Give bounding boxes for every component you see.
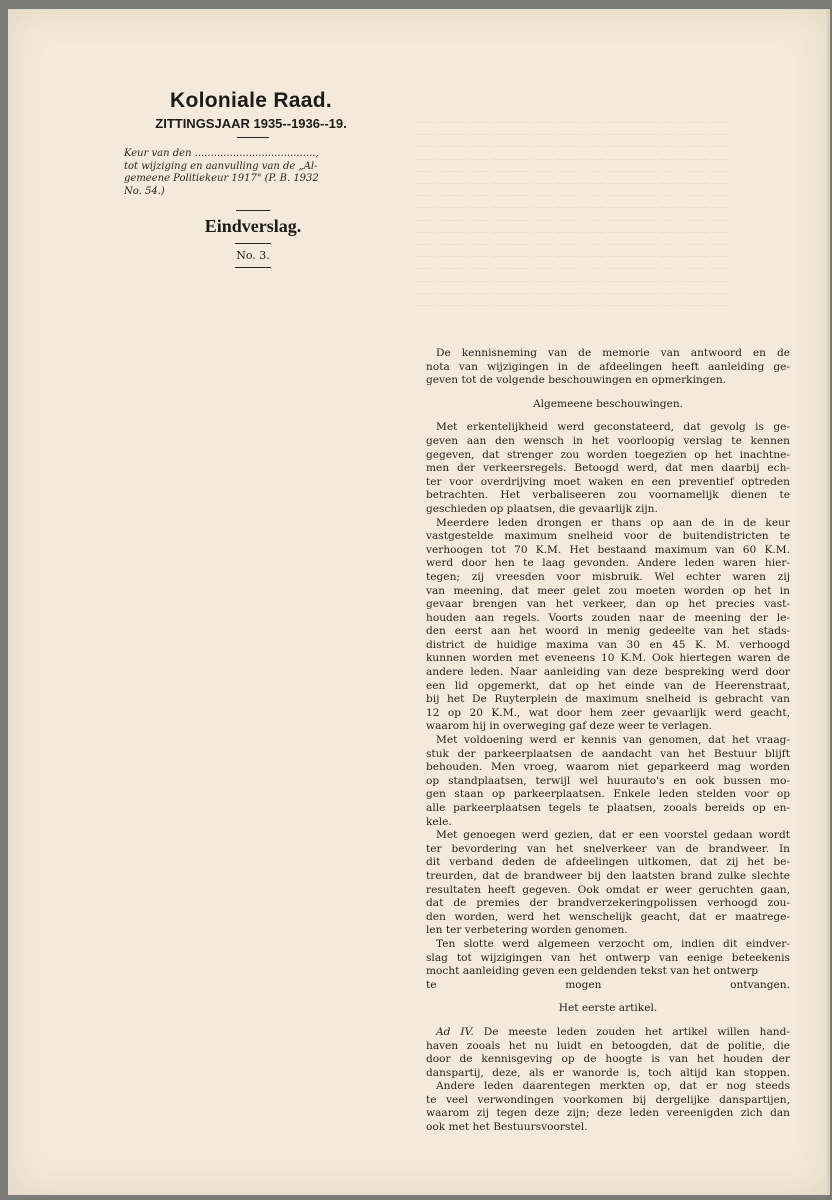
page-edge xyxy=(827,9,830,1195)
text-line: den worden, werd het wenschelijk geacht, dat er maatrege- xyxy=(426,910,790,923)
council-title: Koloniale Raad. xyxy=(169,89,333,112)
bleed-through-line: —— ——— —— ———— —— ——— —— ————— —— ——— —— xyxy=(416,202,732,214)
bleed-through-line: —— ——— —— ———— —— ——— —— ————— —— ——— —— xyxy=(416,263,732,275)
description-line: No. 54.) xyxy=(124,185,165,197)
description-line: Keur van den ......................................, xyxy=(124,148,319,159)
text-line: ook met het Bestuursvoorstel. xyxy=(426,1121,588,1134)
bleed-through-line: —— ——— —— ———— —— ——— —— ————— —— ——— —— xyxy=(416,129,732,141)
text-line: geschieden op plaatsen, die gevaarlijk zijn. xyxy=(426,502,658,515)
text-line: waarom hij in overweging gaf deze weer te verlagen. xyxy=(426,720,713,733)
text-line: Met voldoening werd er kennis van genomen, dat het vraag- xyxy=(436,734,790,747)
report-body xyxy=(426,347,790,1135)
text-line: Meerdere leden drongen er thans op aan de in de keur xyxy=(436,516,790,529)
text-line: resultaten heeft gegeven. Ook omdat er weer geruchten gaan, xyxy=(426,883,790,896)
text-line: slag tot wijzigingen van het ontwerp van eenige beteekenis xyxy=(426,951,790,964)
text-line: dit verband deden de afdeelingen uitkomen, dat zij het be- xyxy=(426,856,790,869)
bleed-through-line: —— ——— —— ———— —— ——— —— ————— —— ——— —— xyxy=(416,117,732,128)
document-header xyxy=(118,89,388,268)
text-line: district de huidige maxima van 30 en 45 K. M. verhoogd xyxy=(426,638,790,651)
text-line: ter bevordering van het snelverkeer van de brandweer. In xyxy=(426,842,790,855)
text-line: nota van wijzigingen in de afdeelingen heeft aanleiding ge- xyxy=(426,360,790,373)
section-heading-general: Algemeene beschouwingen. xyxy=(532,397,684,410)
text-line: stuk der parkeerplaatsen de aandacht van het Bestuur blijft xyxy=(426,747,790,760)
section-heading-first-article: Het eerste artikel. xyxy=(558,1002,658,1015)
text-line: gen staan op parkeerplaatsen. Enkele leden stelden voor op xyxy=(426,788,790,801)
text-line: te mogen ontvangen. xyxy=(426,978,790,991)
description-line: gemeene Politiekeur 1917" (P. B. 1932 xyxy=(124,173,319,184)
bleed-through-line: —— ——— —— ———— —— ——— —— ————— —— ——— —— xyxy=(416,239,732,251)
ordinance-description xyxy=(118,148,388,198)
text-line: van meening, dat meer gelet zou moeten worden op het in xyxy=(426,584,790,597)
text-line: men der verkeersregels. Betoogd werd, dat men daarbij ech- xyxy=(426,462,790,475)
divider xyxy=(237,137,269,138)
bleed-through-line: —— ——— —— ———— —— ——— —— ————— —— ——— —— xyxy=(416,287,732,299)
text-line: andere leden. Naar aanleiding van deze bespreking werd door xyxy=(426,666,790,679)
text-line: werd door hen te laag gevonden. Andere leden waren hier- xyxy=(426,557,790,570)
text-line: betrachten. Het verbaliseeren zou voornamelijk dienen te xyxy=(426,489,790,502)
text-line: treurden, dat de brandweer bij den laatsten brand zulke slechte xyxy=(426,869,790,882)
text-line: op standplaatsen, terwijl wel huurauto's en ook bussen mo- xyxy=(426,774,790,787)
text-line: Met genoegen werd gezien, dat er een voorstel gedaan wordt xyxy=(436,829,790,842)
text-line: gegeven, dat strenger zou worden toegezien op het inachtne- xyxy=(426,448,790,461)
bleed-through-line: —— ——— —— ———— —— ——— —— ————— —— ——— —— xyxy=(416,178,732,190)
bleed-through-texture xyxy=(416,117,808,312)
text-line: 12 op 20 K.M., wat door hem zeer gevaarlijk werd geacht, xyxy=(426,706,790,719)
text-line-content: De meeste leden zouden het artikel willen hand- xyxy=(473,1025,790,1038)
bleed-through-line: —— ——— —— ———— —— ——— —— ————— —— ——— —— xyxy=(416,275,732,287)
text-line: gevaar brengen van het verkeer, dan op het precies vast- xyxy=(426,598,790,611)
text-line: len ter verbetering worden genomen. xyxy=(426,924,628,937)
divider xyxy=(236,210,270,211)
text-line: door de kennisgeving op de hoogte is van het houden der xyxy=(426,1053,790,1066)
report-title: Eindverslag. xyxy=(204,216,302,236)
text-line: danspartij, deze, als er wanorde is, toch altijd kan stoppen. xyxy=(426,1066,790,1079)
document-page xyxy=(8,9,830,1195)
bleed-through-line: —— ——— —— ———— —— ——— —— ————— —— ——— —— xyxy=(416,141,732,153)
bleed-through-line: —— ——— —— ———— —— ——— —— ————— —— ——— —— xyxy=(416,190,732,202)
text-line: Andere leden daarentegen merkten op, dat er nog steeds xyxy=(436,1080,790,1093)
text-line: haven zooals het nu luidt en betoogden, dat de politie, die xyxy=(426,1039,790,1052)
bleed-through-line: —— ——— —— ———— —— ——— —— ————— —— ——— —— xyxy=(416,165,732,177)
text-line: ter voor overdrijving moet waken en een preventief optreden xyxy=(426,475,790,488)
text-line: waarom zij tegen deze zijn; deze leden vereenigden zich dan xyxy=(426,1107,790,1120)
text-line: geven tot de volgende beschouwingen en opmerkingen. xyxy=(426,374,727,387)
text-line: Ten slotte werd algemeen verzocht om, indien dit eindver- xyxy=(436,937,790,950)
text-line: tegen; zij vreesden voor misbruik. Wel echter waren zij xyxy=(426,570,790,583)
article-label: Ad IV. xyxy=(436,1025,474,1038)
text-line: alle parkeerplaatsen tegels te plaatsen, zooals bereids op en- xyxy=(426,802,790,814)
description-line: tot wijziging en aanvulling van de „Al- xyxy=(124,160,318,172)
bleed-through-line: —— ——— —— ———— —— ——— —— ————— —— ——— —— xyxy=(416,214,732,226)
text-line: den eerst aan het woord in menig gedeelte van het stads- xyxy=(426,625,790,638)
text-line: Met erkentelijkheid werd geconstateerd, dat gevolg is ge- xyxy=(436,421,790,434)
text-line xyxy=(426,1026,790,1040)
text-line: geven aan den wensch in het voorloopig verslag te kennen xyxy=(426,434,790,447)
bleed-through-line: —— ——— —— ———— —— ——— —— ————— —— ——— —— xyxy=(416,226,732,238)
text-line: te veel verwondingen voorkomen bij dergelijke danspartijen, xyxy=(426,1093,790,1106)
session-year: ZITTINGSJAAR 1935--1936--19. xyxy=(155,116,347,131)
text-line: vastgestelde maximum snelheid voor de buitendistricten te xyxy=(426,530,790,543)
text-line: verhoogen tot 70 K.M. Het bestaand maximum van 60 K.M. xyxy=(426,543,790,556)
text-line: een lid opgemerkt, dat op het einde van de Heerenstraat, xyxy=(426,679,790,692)
text-line: kunnen worden met eveneens 10 K.M. Ook hiertegen waren de xyxy=(426,652,790,665)
bleed-through-line: —— ——— —— ———— —— ——— —— ————— —— ——— —— xyxy=(416,153,732,165)
first-article-text xyxy=(426,1026,790,1135)
divider xyxy=(235,267,271,268)
bleed-through-line: —— ——— —— ———— —— ——— —— ————— —— ——— —— xyxy=(416,251,732,263)
divider xyxy=(235,243,271,244)
text-line: bij het De Ruyterplein de maximum snelheid is gebracht van xyxy=(426,693,790,706)
text-line: behouden. Men vroeg, waarom niet geparkeerd mag worden xyxy=(426,761,790,774)
bleed-through-line: —— ——— —— ———— —— ——— —— ————— —— ——— —— xyxy=(416,300,732,312)
intro-paragraph xyxy=(426,347,790,388)
text-line: dat de premies der brandverzekeringpolissen verhoogd zou- xyxy=(426,897,790,910)
text-line: mocht aanleiding geven een geldenden tekst van het ontwerp xyxy=(426,965,759,978)
report-number: No. 3. xyxy=(236,249,270,262)
text-line: houden aan regels. Voorts zouden naar de meening der le- xyxy=(426,611,790,624)
text-line: kele. xyxy=(426,815,452,828)
text-line: De kennisneming van de memorie van antwoord en de xyxy=(436,347,790,359)
general-considerations xyxy=(426,421,790,992)
